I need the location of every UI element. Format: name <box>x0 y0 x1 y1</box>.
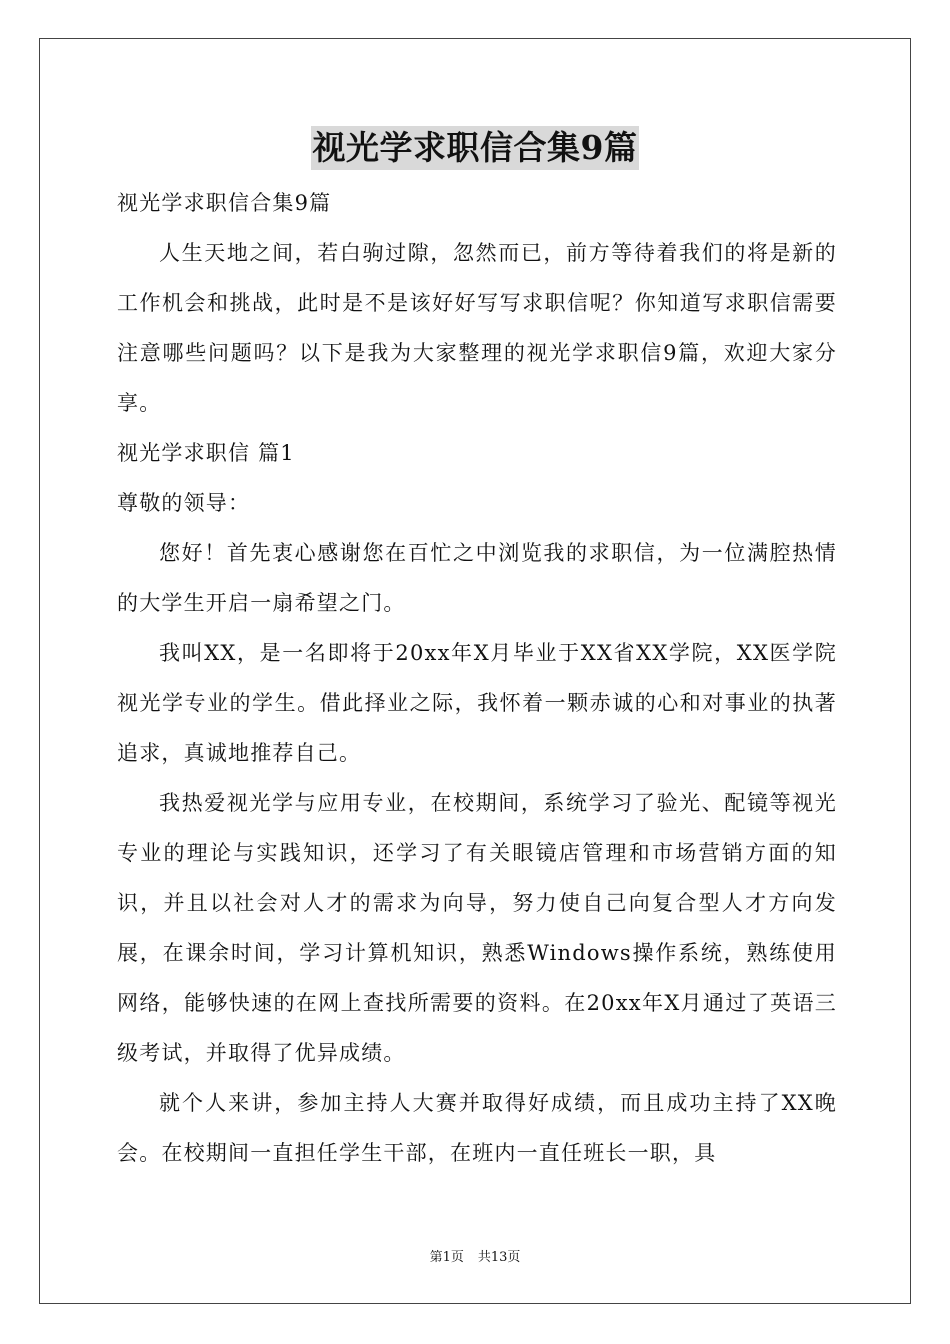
paragraph: 我热爱视光学与应用专业，在校期间，系统学习了验光、配镜等视光专业的理论与实践知识，还学习了有关眼镜店管理和市场营销方面的知识，并且以社会对人才的需求为向导，努力使自己向复合型人才方向发展，在课余时间，学习计算机知识，熟悉Windows操作系统，熟练使用网络，能够快速的在网上查找所需要的资料。在20xx年X月通过了英语三级考试，并取得了优异成绩。 <box>117 791 837 1065</box>
paragraph: 就个人来讲，参加主持人大赛并取得好成绩，而且成功主持了XX晚会。在校期间一直担任学生干部，在班内一直任班长一职，具 <box>117 1091 837 1165</box>
document-body <box>117 178 837 1178</box>
paragraph: 人生天地之间，若白驹过隙，忽然而已，前方等待着我们的将是新的工作机会和挑战，此时是不是该好好写写求职信呢？你知道写求职信需要注意哪些问题吗？以下是我为大家整理的视光学求职信9篇，欢迎大家分享。 <box>117 241 837 415</box>
page-number: 第1页 <box>429 1250 464 1265</box>
salutation: 尊敬的领导： <box>117 491 251 515</box>
paragraph: 您好！首先衷心感谢您在百忙之中浏览我的求职信，为一位满腔热情的大学生开启一扇希望之门。 <box>117 541 837 615</box>
document-title: 视光学求职信合集9篇 <box>311 126 640 170</box>
section-heading: 视光学求职信 篇1 <box>117 441 295 465</box>
paragraph: 我叫XX，是一名即将于20xx年X月毕业于XX省XX学院，XX医学院视光学专业的学生。借此择业之际，我怀着一颗赤诚的心和对事业的执著追求，真诚地推荐自己。 <box>117 641 837 765</box>
page-footer <box>0 1246 950 1265</box>
title-wrap <box>0 126 950 170</box>
paragraph: 视光学求职信合集9篇 <box>117 191 332 215</box>
page-total: 共13页 <box>477 1250 521 1265</box>
